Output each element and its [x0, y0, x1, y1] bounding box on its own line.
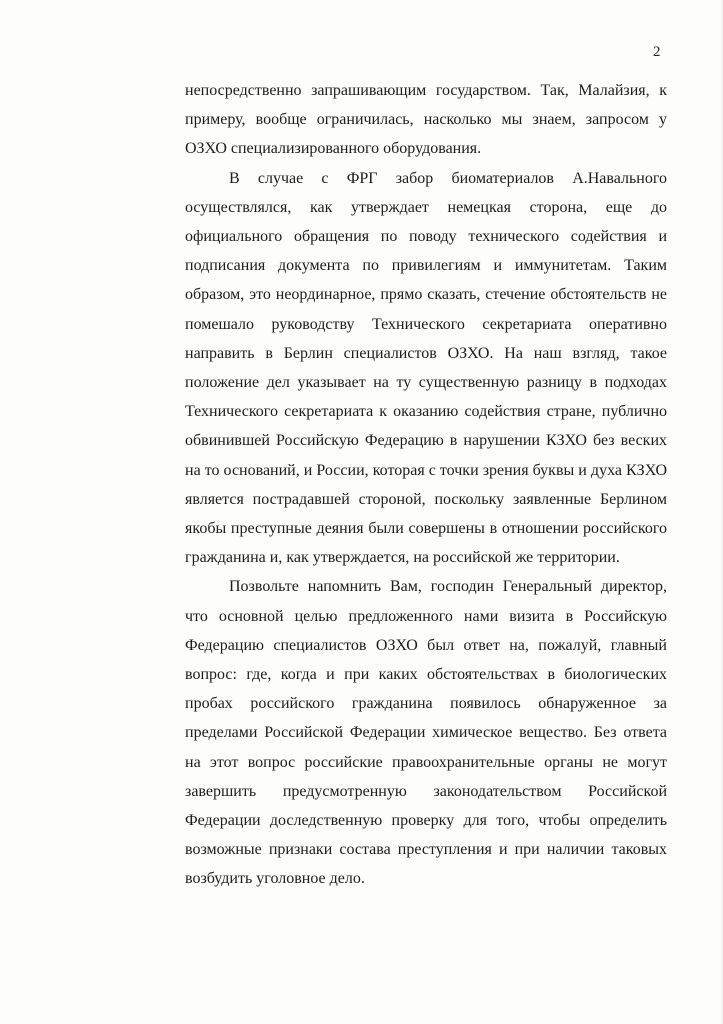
paragraph-continuation: непосредственно запрашивающим государством. Так, Малайзия, к примеру, вообще ограничилась, насколько мы знаем, запросом у ОЗХО специализированного оборудования. [185, 82, 667, 158]
letter-body [185, 76, 667, 894]
paragraph-frg-biomaterials: В случае с ФРГ забор биоматериалов А.Навального осуществлялся, как утверждает немецкая сторона, еще до официального обращения по поводу технического содействия и подписания документа по привилегиям и иммунитетам. Таким образом, это неординарное, прямо сказать, стечение обстоятельств не помешало руководству Технического секретариата оперативно направить в Берлин специалистов ОЗХО. На наш взгляд, такое положение дел указывает на ту существенную разницу в подходах Технического секретариата к оказанию содействия стране, публично обвинившей Российскую Федерацию в нарушении КЗХО без веских на то оснований, и России, которая с точки зрения буквы и духа КЗХО является пострадавшей стороной, поскольку заявленные Берлином якобы преступные деяния были совершены в отношении российского гражданина и, как утверждается, на российской же территории. [185, 169, 667, 567]
page-number: 2 [653, 44, 661, 60]
paragraph-visit-purpose: Позвольте напомнить Вам, господин Генеральный директор, что основной целью предложенного нами визита в Российскую Федерацию специалистов ОЗХО был ответ на, пожалуй, главный вопрос: где, когда и при каких обстоятельствах в биологических пробах российского гражданина появилось обнаруженное за пределами Российской Федерации химическое вещество. Без ответа на этот вопрос российские правоохранительные органы не могут завершить предусмотренную законодательством Российской Федерации доследственную проверку для того, чтобы определить возможные признаки состава преступления и при наличии таковых возбудить уголовное дело. [185, 578, 667, 888]
